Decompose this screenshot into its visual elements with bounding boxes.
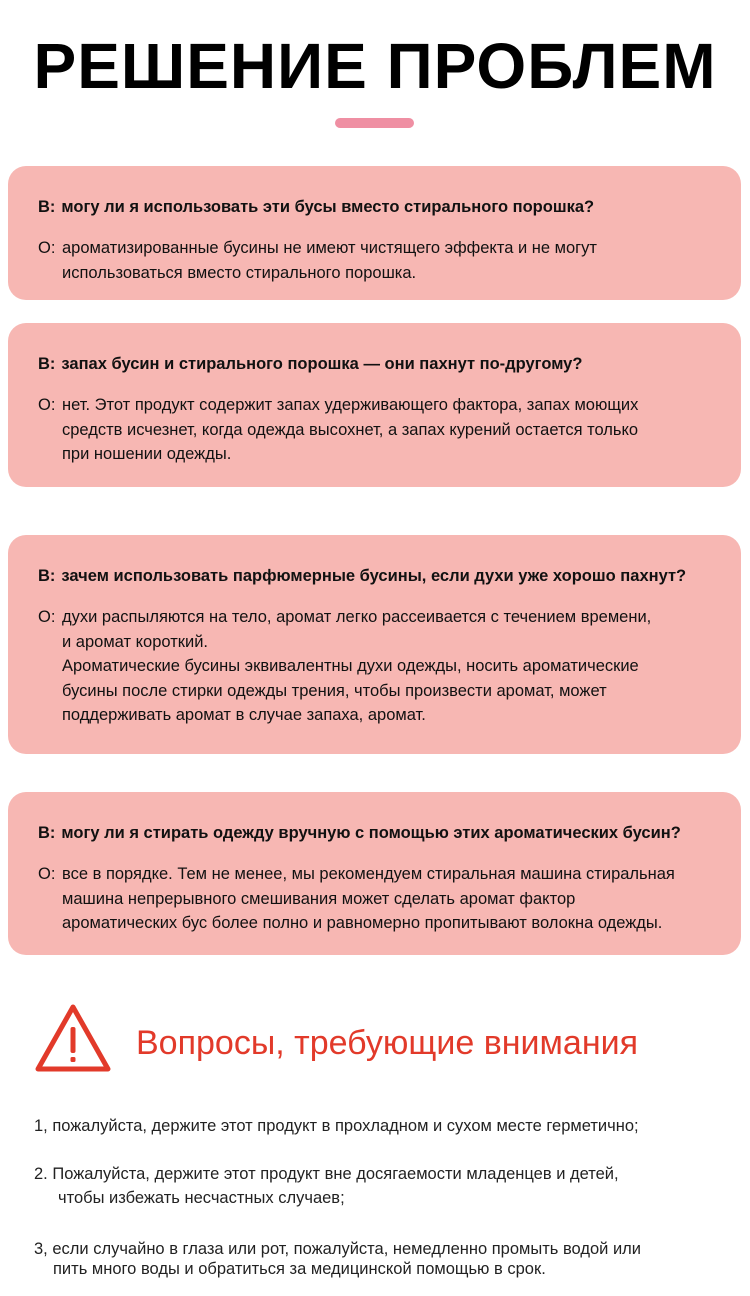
answer-line: поддерживать аромат в случае запаха, аромат. (62, 706, 426, 724)
note-line: 3, если случайно в глаза или рот, пожалуйста, немедленно промыть водой или (34, 1240, 642, 1258)
answer-line: использоваться вместо стирального порошка. (62, 263, 417, 282)
faq-question (38, 353, 711, 375)
note-line: пить много воды и обратиться за медицинской помощью в срок. (53, 1260, 546, 1278)
question-text: запах бусин и стирального порошка — они пахнут по-другому? (61, 355, 583, 373)
answer-line: духи распыляются на тело, аромат легко рассеивается с течением времени, (62, 608, 652, 626)
faq-card (8, 323, 741, 487)
question-text: могу ли я использовать эти бусы вместо стирального порошка? (61, 198, 595, 216)
warning-note (34, 1237, 641, 1281)
answer-line: ароматизированные бусины не имеют чистящего эффекта и не могут (62, 239, 597, 257)
warning-note (34, 1114, 639, 1138)
title-underline (335, 118, 414, 128)
note-line: 2. Пожалуйста, держите этот продукт вне досягаемости младенцев и детей, (34, 1165, 619, 1183)
question-prefix: В: (38, 824, 56, 842)
question-text: зачем использовать парфюмерные бусины, если духи уже хорошо пахнут? (61, 567, 687, 585)
page-title: РЕШЕНИЕ ПРОБЛЕМ (33, 30, 717, 102)
answer-line: ароматических бус более полно и равномерно пропитывают волокна одежды. (62, 914, 663, 932)
faq-card (8, 792, 741, 955)
answer-line: машина непрерывного смешивания может сделать аромат фактор (62, 889, 576, 908)
question-prefix: В: (38, 567, 56, 585)
faq-question (38, 565, 711, 587)
faq-answer (38, 236, 711, 285)
answer-prefix: О: (38, 608, 56, 626)
answer-line: все в порядке. Тем не менее, мы рекомендуем стиральная машина стиральная (62, 865, 675, 883)
answer-prefix: О: (38, 865, 56, 883)
faq-card (8, 166, 741, 300)
answer-line: и аромат короткий. (62, 632, 208, 651)
faq-answer (38, 862, 711, 936)
faq-question (38, 822, 711, 844)
note-line: чтобы избежать несчастных случаев; (58, 1189, 345, 1207)
question-text: могу ли я стирать одежду вручную с помощью этих ароматических бусин? (61, 824, 681, 842)
answer-line: бусины после стирки одежды трения, чтобы произвести аромат, может (62, 681, 607, 700)
faq-question (38, 196, 711, 218)
answer-line: при ношении одежды. (62, 445, 232, 463)
faq-answer (38, 605, 711, 728)
faq-answer (38, 393, 711, 467)
answer-prefix: О: (38, 239, 56, 257)
answer-line: Ароматические бусины эквивалентны духи одежды, носить ароматические (62, 657, 639, 675)
answer-line: средств исчезнет, когда одежда высохнет, а запах курений остается только (62, 420, 639, 439)
warning-note (34, 1162, 619, 1210)
answer-line: нет. Этот продукт содержит запах удерживающего фактора, запах моющих (62, 396, 639, 414)
question-prefix: В: (38, 198, 56, 216)
faq-card (8, 535, 741, 754)
warning-title: Вопросы, требующие внимания (136, 1024, 638, 1062)
question-prefix: В: (38, 355, 56, 373)
answer-prefix: О: (38, 396, 56, 414)
warning-triangle-icon (34, 1003, 112, 1073)
note-line: 1, пожалуйста, держите этот продукт в прохладном и сухом месте герметично; (34, 1117, 639, 1135)
